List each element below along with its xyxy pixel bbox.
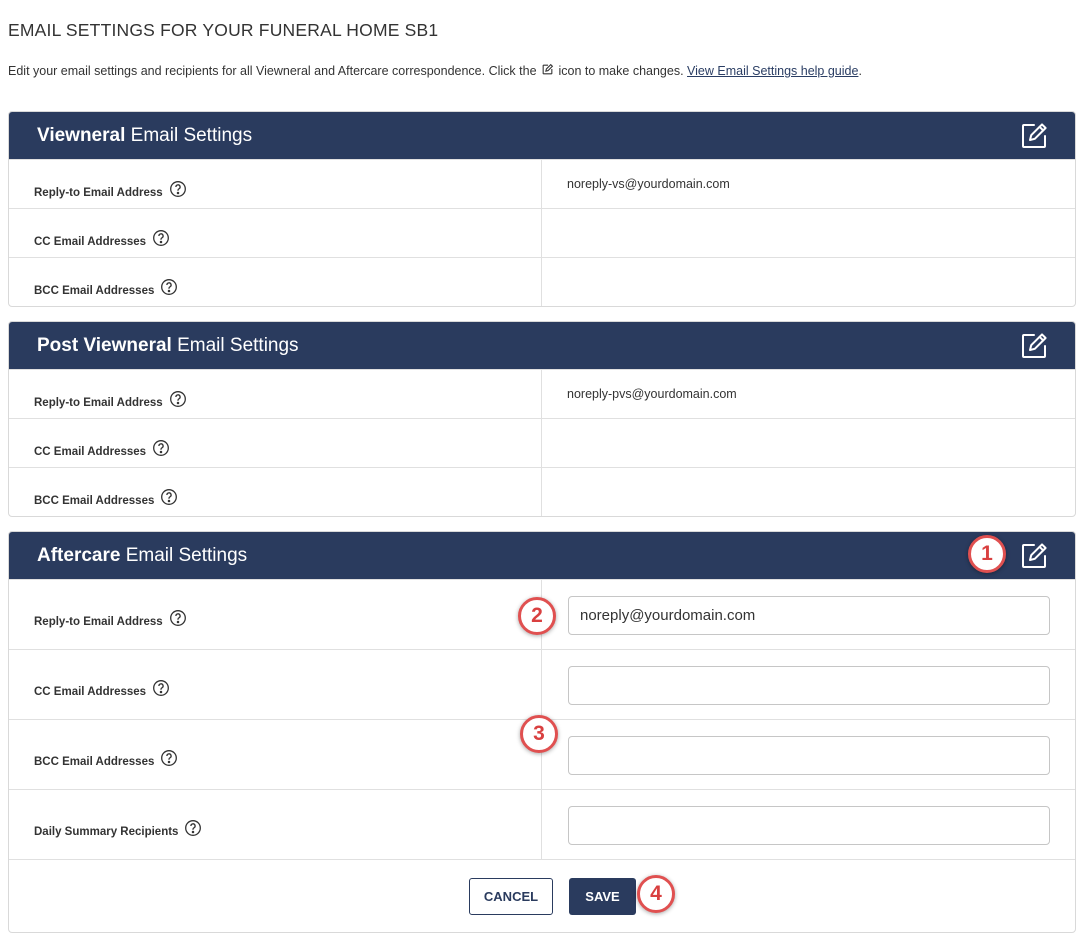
intro-text-start: Edit your email settings and recipients for all Viewneral and Aftercare correspondence. Click the (8, 64, 540, 78)
label-cell (9, 419, 542, 467)
row-bcc (9, 257, 1075, 306)
callout-marker: 3 (520, 715, 558, 753)
callout-marker: 2 (518, 597, 556, 635)
help-circle-icon[interactable] (169, 390, 187, 408)
intro-text-end: icon to make changes. (555, 64, 688, 78)
row-label-text: Reply-to Email Address (34, 397, 163, 409)
panel-header (9, 532, 1075, 579)
save-button[interactable]: SAVE (569, 878, 636, 915)
callout-marker: 4 (637, 875, 675, 913)
row-label-text: Daily Summary Recipients (34, 826, 179, 838)
row-label-text: CC Email Addresses (34, 446, 147, 458)
edit-icon[interactable] (1019, 541, 1049, 571)
row-label (34, 390, 187, 409)
panel-title-bold: Viewneral (37, 125, 126, 146)
row-cc (9, 649, 1075, 719)
panel-title (37, 125, 252, 147)
help-circle-icon[interactable] (160, 749, 178, 767)
row-label-text: BCC Email Addresses (34, 495, 155, 507)
help-circle-icon[interactable] (160, 278, 178, 296)
value-cell (542, 370, 1075, 418)
value-cell (542, 720, 1075, 789)
help-circle-icon[interactable] (169, 609, 187, 627)
value-cell (542, 650, 1075, 719)
row-label-text: CC Email Addresses (34, 236, 147, 248)
label-cell (9, 650, 542, 719)
help-circle-icon[interactable] (152, 439, 170, 457)
cancel-button[interactable]: CANCEL (469, 878, 553, 915)
panel-header (9, 112, 1075, 159)
label-cell (9, 209, 542, 257)
help-circle-icon[interactable] (184, 819, 202, 837)
row-label (34, 229, 170, 248)
row-label (34, 679, 170, 698)
bcc-input[interactable] (568, 736, 1050, 775)
form-actions (9, 859, 1075, 932)
daily-summary-input[interactable] (568, 806, 1050, 845)
panel-header (9, 322, 1075, 369)
row-label-text: Reply-to Email Address (34, 187, 163, 199)
row-label-text: BCC Email Addresses (34, 756, 155, 768)
panel-title (37, 545, 247, 567)
callout-marker: 1 (968, 535, 1006, 573)
row-cc (9, 418, 1075, 467)
panel-title-bold: Aftercare (37, 545, 121, 566)
value-cell (542, 580, 1075, 649)
reply-to-input[interactable] (568, 596, 1050, 635)
row-reply-to (9, 159, 1075, 208)
value-cell (542, 790, 1075, 859)
reply-to-value: noreply-pvs@yourdomain.com (567, 387, 737, 401)
value-cell (542, 258, 1075, 306)
help-circle-icon[interactable] (152, 679, 170, 697)
row-label-text: CC Email Addresses (34, 686, 147, 698)
intro-text (8, 63, 862, 78)
edit-icon (541, 63, 554, 76)
edit-icon[interactable] (1019, 331, 1049, 361)
help-guide-link[interactable]: View Email Settings help guide (687, 64, 859, 78)
value-cell (542, 209, 1075, 257)
panel-title-rest: Email Settings (125, 125, 253, 146)
panel-title (37, 335, 299, 357)
row-label (34, 609, 187, 628)
reply-to-value: noreply-vs@yourdomain.com (567, 177, 730, 191)
intro-period: . (858, 64, 862, 78)
help-circle-icon[interactable] (169, 180, 187, 198)
row-bcc (9, 467, 1075, 516)
page-title: EMAIL SETTINGS FOR YOUR FUNERAL HOME SB1 (8, 20, 439, 40)
row-label (34, 749, 178, 768)
edit-icon[interactable] (1019, 121, 1049, 151)
viewneral-panel (8, 111, 1076, 307)
label-cell (9, 580, 542, 649)
label-cell (9, 790, 542, 859)
row-label (34, 488, 178, 507)
row-label (34, 278, 178, 297)
value-cell (542, 468, 1075, 516)
row-reply-to (9, 369, 1075, 418)
value-cell (542, 419, 1075, 467)
panel-title-rest: Email Settings (171, 335, 299, 356)
label-cell (9, 258, 542, 306)
row-label (34, 439, 170, 458)
label-cell (9, 160, 542, 208)
cc-input[interactable] (568, 666, 1050, 705)
label-cell (9, 468, 542, 516)
value-cell (542, 160, 1075, 208)
label-cell (9, 370, 542, 418)
row-label (34, 180, 187, 199)
panel-title-rest: Email Settings (120, 545, 248, 566)
row-label-text: BCC Email Addresses (34, 285, 155, 297)
help-circle-icon[interactable] (152, 229, 170, 247)
row-label (34, 819, 202, 838)
post-viewneral-panel (8, 321, 1076, 517)
row-label-text: Reply-to Email Address (34, 616, 163, 628)
panel-title-bold: Post Viewneral (37, 335, 172, 356)
row-cc (9, 208, 1075, 257)
row-daily-summary (9, 789, 1075, 859)
help-circle-icon[interactable] (160, 488, 178, 506)
label-cell (9, 720, 542, 789)
